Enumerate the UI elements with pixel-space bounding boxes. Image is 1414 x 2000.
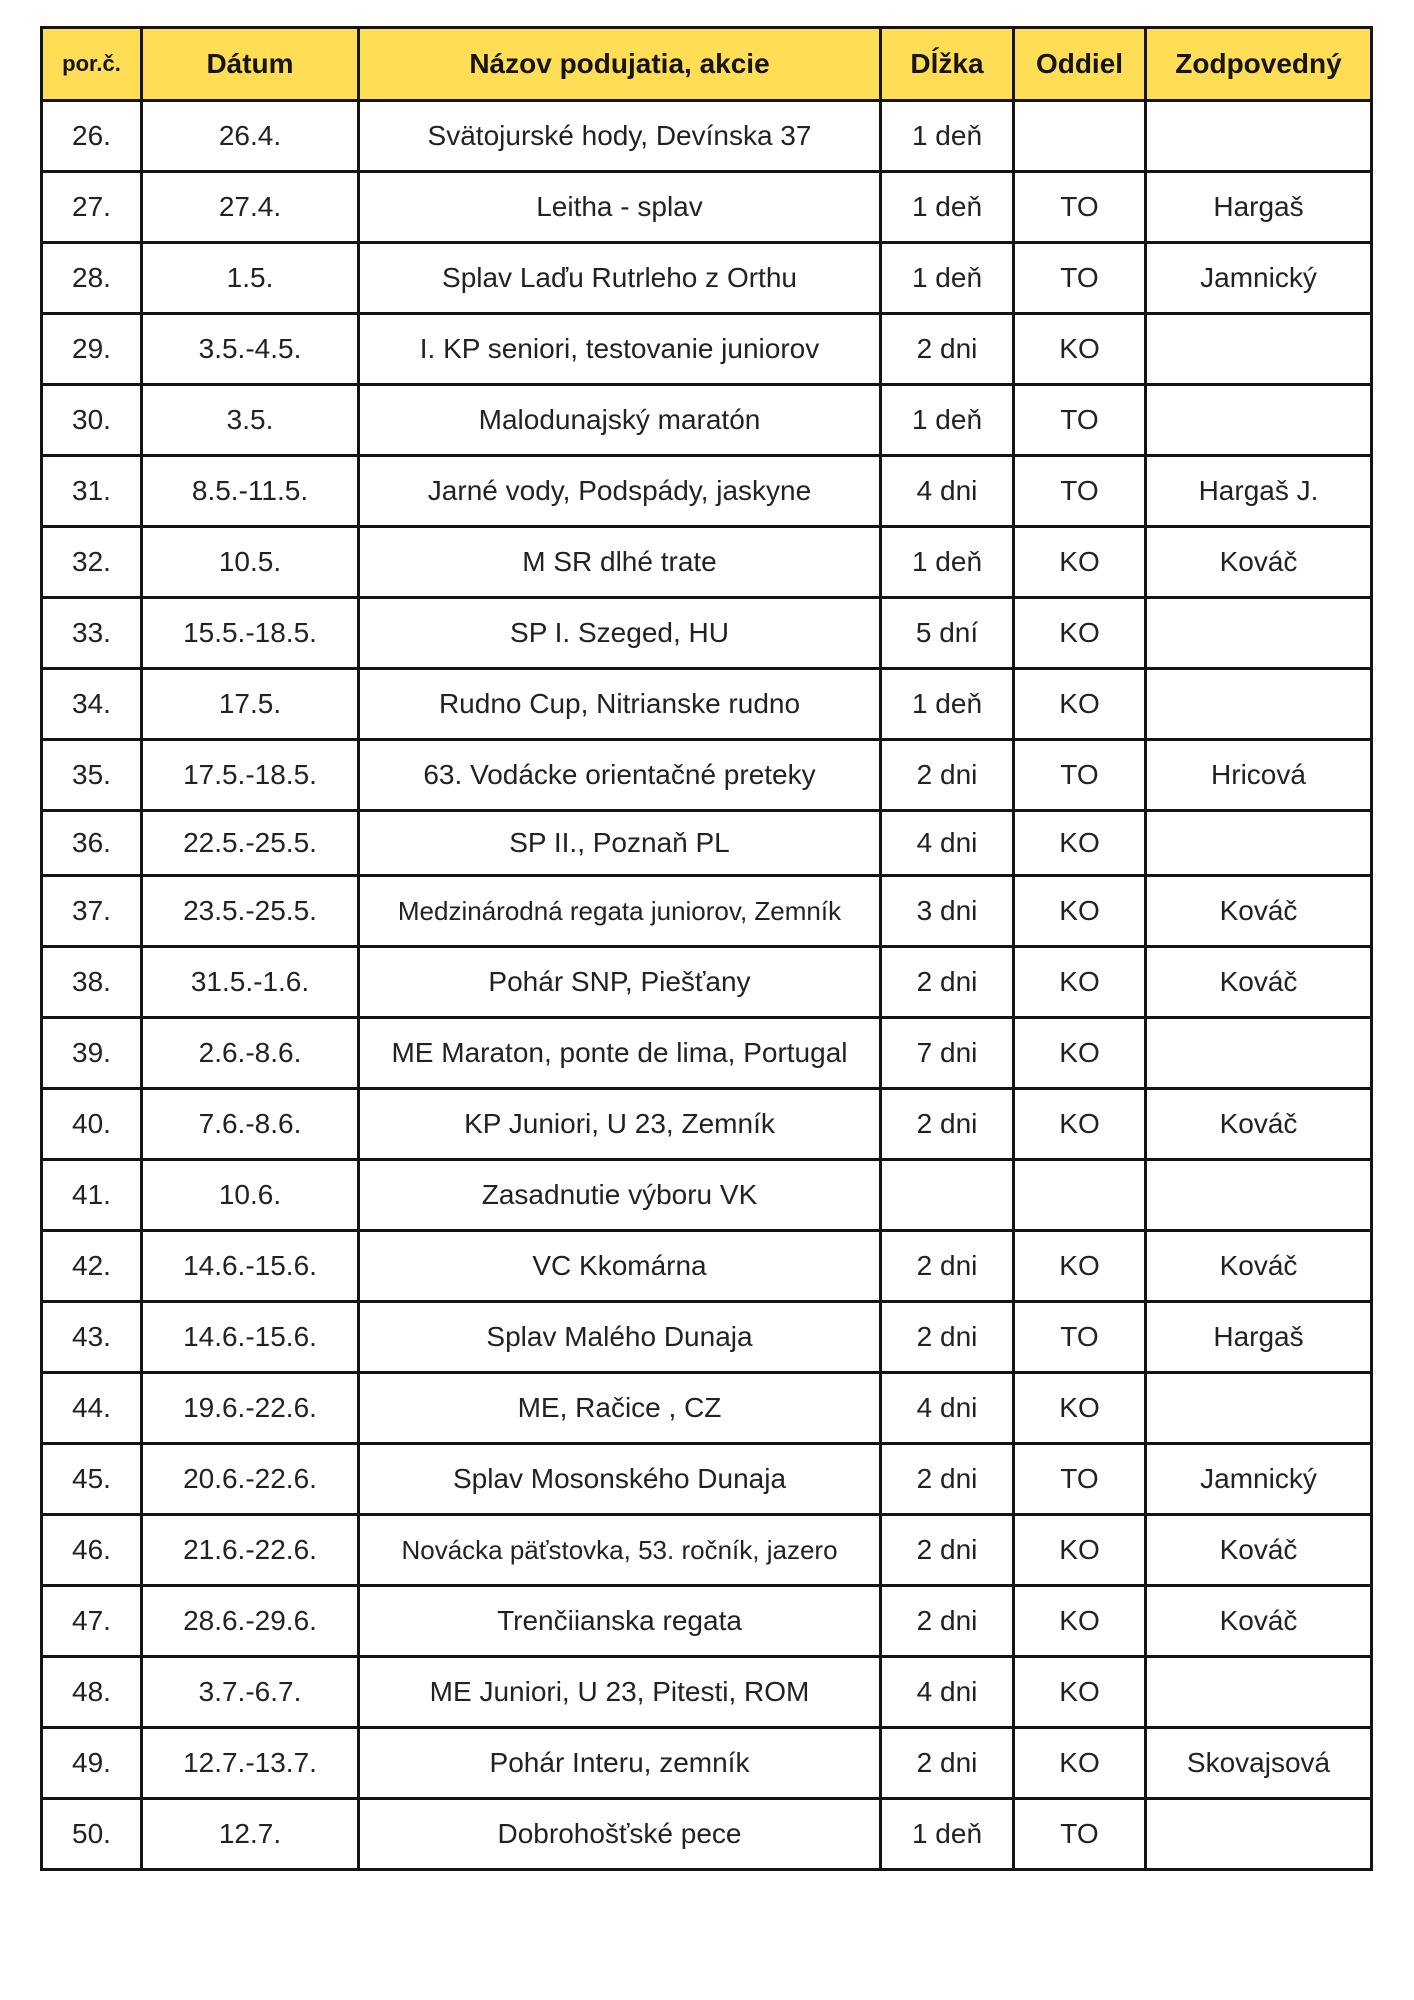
row-department: KO (1014, 1231, 1146, 1302)
row-number: 48. (42, 1657, 142, 1728)
row-responsible: Kováč (1146, 1586, 1372, 1657)
row-number: 50. (42, 1799, 142, 1870)
row-number: 29. (42, 314, 142, 385)
row-date: 14.6.-15.6. (142, 1302, 359, 1373)
row-number: 36. (42, 811, 142, 876)
row-date: 12.7. (142, 1799, 359, 1870)
table-row (42, 1018, 1372, 1089)
row-responsible (1146, 385, 1372, 456)
row-event-name: Svätojurské hody, Devínska 37 (359, 101, 881, 172)
row-department: KO (1014, 1586, 1146, 1657)
row-number: 38. (42, 947, 142, 1018)
row-event-name: Novácka päťstovka, 53. ročník, jazero (359, 1515, 881, 1586)
row-event-name: 63. Vodácke orientačné preteky (359, 740, 881, 811)
row-event-name: Rudno Cup, Nitrianske rudno (359, 669, 881, 740)
row-length: 2 dni (881, 1728, 1014, 1799)
row-number: 46. (42, 1515, 142, 1586)
row-department: TO (1014, 385, 1146, 456)
row-length: 4 dni (881, 1373, 1014, 1444)
row-department: KO (1014, 1373, 1146, 1444)
table-row (42, 1373, 1372, 1444)
row-length: 1 deň (881, 1799, 1014, 1870)
row-event-name: Splav Mosonského Dunaja (359, 1444, 881, 1515)
row-number: 39. (42, 1018, 142, 1089)
events-table (40, 26, 1373, 1871)
row-responsible (1146, 1160, 1372, 1231)
header-number: por.č. (42, 28, 142, 101)
row-date: 12.7.-13.7. (142, 1728, 359, 1799)
table-row (42, 101, 1372, 172)
row-number: 34. (42, 669, 142, 740)
row-responsible: Kováč (1146, 1231, 1372, 1302)
row-date: 28.6.-29.6. (142, 1586, 359, 1657)
row-responsible: Kováč (1146, 1515, 1372, 1586)
row-department: KO (1014, 527, 1146, 598)
row-date: 21.6.-22.6. (142, 1515, 359, 1586)
row-event-name: Trenčiianska regata (359, 1586, 881, 1657)
row-event-name: VC Kkomárna (359, 1231, 881, 1302)
row-department: KO (1014, 1728, 1146, 1799)
row-number: 40. (42, 1089, 142, 1160)
row-department: KO (1014, 598, 1146, 669)
row-responsible: Kováč (1146, 527, 1372, 598)
row-responsible (1146, 1373, 1372, 1444)
row-date: 20.6.-22.6. (142, 1444, 359, 1515)
row-responsible: Jamnický (1146, 243, 1372, 314)
row-department: KO (1014, 1657, 1146, 1728)
table-header (42, 28, 1372, 101)
row-date: 8.5.-11.5. (142, 456, 359, 527)
row-date: 17.5.-18.5. (142, 740, 359, 811)
table-row (42, 669, 1372, 740)
row-responsible: Kováč (1146, 947, 1372, 1018)
row-date: 27.4. (142, 172, 359, 243)
row-event-name: Splav Laďu Rutrleho z Orthu (359, 243, 881, 314)
header-event-name: Názov podujatia, akcie (359, 28, 881, 101)
row-event-name: Pohár Interu, zemník (359, 1728, 881, 1799)
row-number: 31. (42, 456, 142, 527)
row-number: 26. (42, 101, 142, 172)
table-row (42, 243, 1372, 314)
row-number: 41. (42, 1160, 142, 1231)
row-length: 2 dni (881, 1444, 1014, 1515)
row-event-name: Jarné vody, Podspády, jaskyne (359, 456, 881, 527)
row-responsible (1146, 598, 1372, 669)
table-row (42, 172, 1372, 243)
row-event-name: KP Juniori, U 23, Zemník (359, 1089, 881, 1160)
row-date: 3.5.-4.5. (142, 314, 359, 385)
table-row (42, 947, 1372, 1018)
row-length: 2 dni (881, 1302, 1014, 1373)
row-department: KO (1014, 811, 1146, 876)
table-row (42, 385, 1372, 456)
row-length: 2 dni (881, 740, 1014, 811)
row-department: TO (1014, 1444, 1146, 1515)
row-responsible (1146, 811, 1372, 876)
row-length: 2 dni (881, 1586, 1014, 1657)
header-row (42, 28, 1372, 101)
row-date: 2.6.-8.6. (142, 1018, 359, 1089)
row-date: 7.6.-8.6. (142, 1089, 359, 1160)
row-event-name: I. KP seniori, testovanie juniorov (359, 314, 881, 385)
table-row (42, 1515, 1372, 1586)
row-number: 32. (42, 527, 142, 598)
row-department (1014, 1160, 1146, 1231)
row-responsible (1146, 669, 1372, 740)
row-date: 26.4. (142, 101, 359, 172)
row-department: TO (1014, 1302, 1146, 1373)
table-row (42, 1799, 1372, 1870)
row-length: 4 dni (881, 456, 1014, 527)
row-date: 15.5.-18.5. (142, 598, 359, 669)
row-responsible (1146, 101, 1372, 172)
header-department: Oddiel (1014, 28, 1146, 101)
row-department: KO (1014, 669, 1146, 740)
row-length: 1 deň (881, 172, 1014, 243)
row-event-name: ME Maraton, ponte de lima, Portugal (359, 1018, 881, 1089)
row-length: 2 dni (881, 1515, 1014, 1586)
row-number: 33. (42, 598, 142, 669)
row-responsible: Jamnický (1146, 1444, 1372, 1515)
table-row (42, 1444, 1372, 1515)
row-responsible: Skovajsová (1146, 1728, 1372, 1799)
row-department: KO (1014, 1515, 1146, 1586)
row-length: 1 deň (881, 101, 1014, 172)
row-department: KO (1014, 314, 1146, 385)
row-date: 14.6.-15.6. (142, 1231, 359, 1302)
row-event-name: SP II., Poznaň PL (359, 811, 881, 876)
row-date: 10.6. (142, 1160, 359, 1231)
row-event-name: M SR dlhé trate (359, 527, 881, 598)
row-number: 43. (42, 1302, 142, 1373)
row-length: 5 dní (881, 598, 1014, 669)
row-responsible: Kováč (1146, 876, 1372, 947)
row-date: 3.7.-6.7. (142, 1657, 359, 1728)
row-department: KO (1014, 947, 1146, 1018)
row-date: 3.5. (142, 385, 359, 456)
row-date: 19.6.-22.6. (142, 1373, 359, 1444)
row-number: 49. (42, 1728, 142, 1799)
row-length: 1 deň (881, 385, 1014, 456)
table-row (42, 456, 1372, 527)
row-number: 27. (42, 172, 142, 243)
row-responsible (1146, 314, 1372, 385)
header-length: Dĺžka (881, 28, 1014, 101)
row-number: 45. (42, 1444, 142, 1515)
row-department: KO (1014, 876, 1146, 947)
table-row (42, 740, 1372, 811)
row-department: TO (1014, 456, 1146, 527)
row-number: 35. (42, 740, 142, 811)
row-responsible (1146, 1657, 1372, 1728)
row-responsible (1146, 1018, 1372, 1089)
row-date: 22.5.-25.5. (142, 811, 359, 876)
row-number: 44. (42, 1373, 142, 1444)
row-date: 1.5. (142, 243, 359, 314)
row-length: 2 dni (881, 1231, 1014, 1302)
row-event-name: Dobrohošťské pece (359, 1799, 881, 1870)
row-department: TO (1014, 740, 1146, 811)
row-length: 2 dni (881, 314, 1014, 385)
row-event-name: SP I. Szeged, HU (359, 598, 881, 669)
row-number: 37. (42, 876, 142, 947)
row-department: TO (1014, 1799, 1146, 1870)
row-department: TO (1014, 172, 1146, 243)
row-length: 7 dni (881, 1018, 1014, 1089)
row-length: 1 deň (881, 243, 1014, 314)
row-event-name: Medzinárodná regata juniorov, Zemník (359, 876, 881, 947)
row-date: 31.5.-1.6. (142, 947, 359, 1018)
table-row (42, 1231, 1372, 1302)
row-length: 1 deň (881, 527, 1014, 598)
table-row (42, 1302, 1372, 1373)
row-responsible: Hargaš (1146, 1302, 1372, 1373)
row-responsible: Hricová (1146, 740, 1372, 811)
row-date: 17.5. (142, 669, 359, 740)
row-department: TO (1014, 243, 1146, 314)
row-number: 47. (42, 1586, 142, 1657)
row-date: 23.5.-25.5. (142, 876, 359, 947)
table-row (42, 1089, 1372, 1160)
row-responsible: Hargaš (1146, 172, 1372, 243)
table-body (42, 101, 1372, 1870)
row-event-name: Malodunajský maratón (359, 385, 881, 456)
row-date: 10.5. (142, 527, 359, 598)
row-responsible (1146, 1799, 1372, 1870)
row-department: KO (1014, 1089, 1146, 1160)
table-row (42, 1586, 1372, 1657)
table-row (42, 1160, 1372, 1231)
row-department: KO (1014, 1018, 1146, 1089)
table-row (42, 876, 1372, 947)
header-responsible: Zodpovedný (1146, 28, 1372, 101)
table-row (42, 811, 1372, 876)
row-length: 1 deň (881, 669, 1014, 740)
row-length: 2 dni (881, 947, 1014, 1018)
row-length (881, 1160, 1014, 1231)
table-row (42, 1657, 1372, 1728)
row-event-name: ME Juniori, U 23, Pitesti, ROM (359, 1657, 881, 1728)
table-row (42, 527, 1372, 598)
header-date: Dátum (142, 28, 359, 101)
table-row (42, 598, 1372, 669)
row-length: 4 dni (881, 811, 1014, 876)
row-event-name: Leitha - splav (359, 172, 881, 243)
row-length: 4 dni (881, 1657, 1014, 1728)
row-length: 3 dni (881, 876, 1014, 947)
row-length: 2 dni (881, 1089, 1014, 1160)
row-responsible: Hargaš J. (1146, 456, 1372, 527)
row-event-name: Splav Malého Dunaja (359, 1302, 881, 1373)
row-responsible: Kováč (1146, 1089, 1372, 1160)
table-row (42, 314, 1372, 385)
row-event-name: ME, Račice , CZ (359, 1373, 881, 1444)
table-row (42, 1728, 1372, 1799)
row-event-name: Pohár SNP, Piešťany (359, 947, 881, 1018)
row-number: 30. (42, 385, 142, 456)
row-event-name: Zasadnutie výboru VK (359, 1160, 881, 1231)
row-number: 42. (42, 1231, 142, 1302)
row-department (1014, 101, 1146, 172)
row-number: 28. (42, 243, 142, 314)
